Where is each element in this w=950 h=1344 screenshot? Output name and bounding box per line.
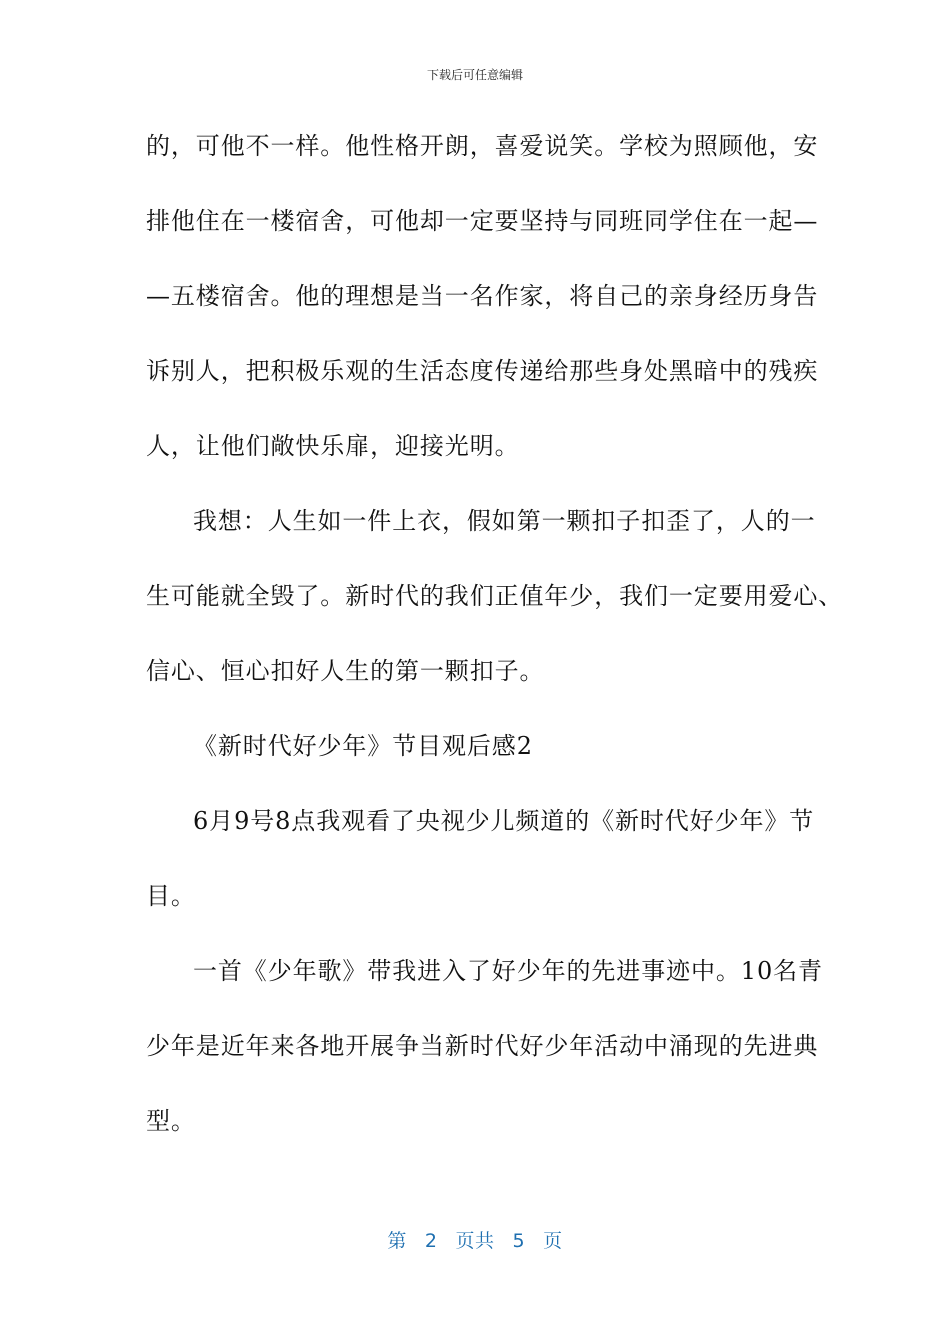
text-line: 排他住在一楼宿舍，可他却一定要坚持与同班同学住在一起— [146, 207, 819, 235]
text-line: 我想：人生如一件上衣，假如第一颗扣子扣歪了，人的一 [193, 507, 816, 535]
page-label-suffix: 页 [543, 1230, 563, 1252]
text-line: 目。 [146, 882, 196, 910]
page-footer [0, 1226, 950, 1253]
text-line: 生可能就全毁了。新时代的我们正值年少，我们一定要用爱心、 [146, 582, 844, 610]
page-label-mid: 页共 [455, 1230, 495, 1252]
text-line: 6月9号8点我观看了央视少儿频道的《新时代好少年》节 [193, 807, 815, 835]
total-pages-number: 5 [512, 1230, 526, 1252]
current-page-number: 2 [424, 1230, 438, 1252]
text-line: 人，让他们敞快乐扉，迎接光明。 [146, 432, 520, 460]
text-line: 诉别人，把积极乐观的生活态度传递给那些身处黑暗中的残疾 [146, 357, 819, 385]
text-line: 信心、恒心扣好人生的第一颗扣子。 [146, 657, 545, 685]
text-line: —五楼宿舍。他的理想是当一名作家，将自己的亲身经历身告 [146, 282, 819, 310]
text-line: 少年是近年来各地开展争当新时代好少年活动中涌现的先进典 [146, 1032, 819, 1060]
header-note: 下载后可任意编辑 [426, 68, 523, 82]
section-title: 《新时代好少年》节目观后感2 [193, 732, 533, 760]
text-line: 的，可他不一样。他性格开朗，喜爱说笑。学校为照顾他，安 [146, 132, 819, 160]
text-line: 型。 [146, 1107, 196, 1135]
text-line: 一首《少年歌》带我进入了好少年的先进事迹中。10名青 [193, 957, 823, 985]
page-label-prefix: 第 [387, 1230, 407, 1252]
